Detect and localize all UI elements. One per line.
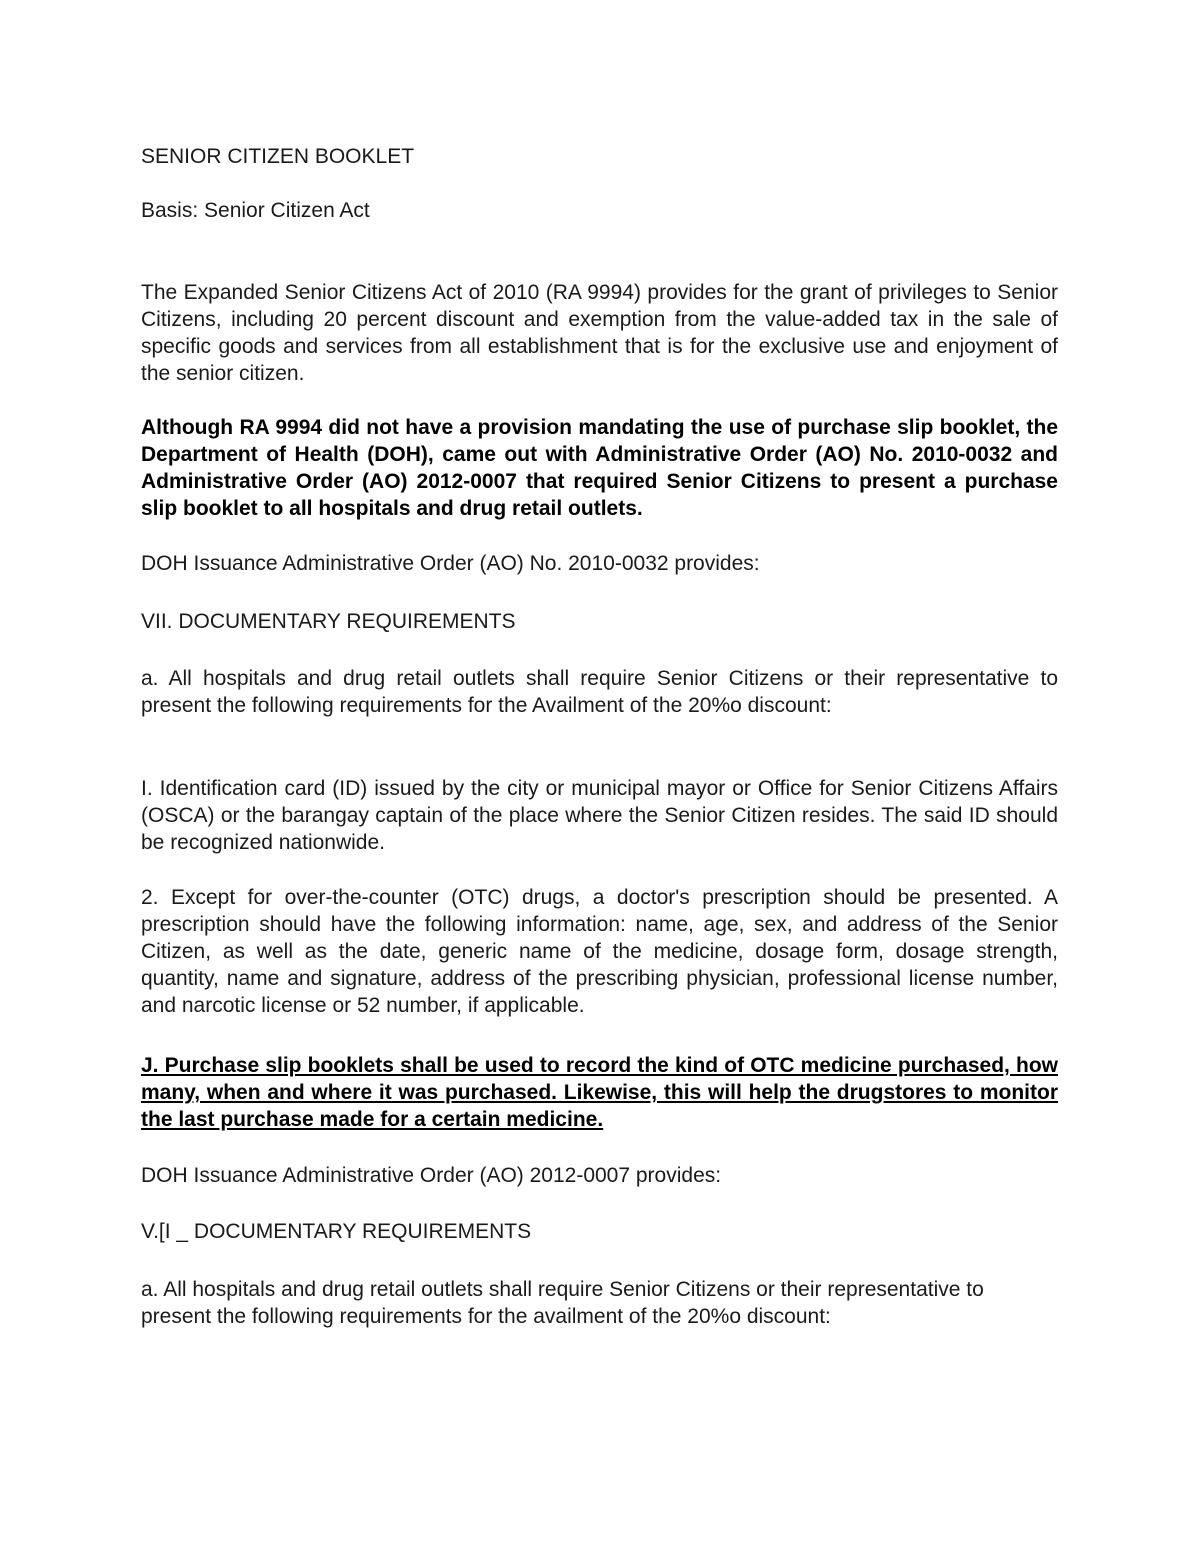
ao-2010-heading: DOH Issuance Administrative Order (AO) No. 2010-0032 provides: (141, 552, 760, 575)
ao-2012-heading: DOH Issuance Administrative Order (AO) 2012-0007 provides: (141, 1164, 722, 1187)
ao-2012-item-a: a. All hospitals and drug retail outlets shall require Senior Citizens or their representative to present the following requirements for the availment of the 20%o discount: (141, 1278, 984, 1328)
ao-2010-item-j: J. Purchase slip booklets shall be used to record the kind of OTC medicine purchased, how many, when and where it was purchased. Likewise, this will help the drugstores to monitor the last purchase made for a certain medicine. (141, 1054, 1058, 1131)
intro-paragraph: The Expanded Senior Citizens Act of 2010 (RA 9994) provides for the grant of privileges to Senior Citizens, including 20 percent discount and exemption from the value-added tax in the sale of specific goods and services from all establishment that is for the exclusive use and enjoyment of the senior citizen. (141, 281, 1058, 385)
ao-2010-item-1: I. Identification card (ID) issued by the city or municipal mayor or Office for Senior Citizens Affairs (OSCA) or the barangay captain of the place where the Senior Citizen resides. The said ID should be recognized nationwide. (141, 777, 1058, 854)
document-title: SENIOR CITIZEN BOOKLET (141, 145, 415, 168)
ao-2012-section-heading: V.[I _ DOCUMENTARY REQUIREMENTS (141, 1220, 532, 1243)
ao-2010-item-2: 2. Except for over-the-counter (OTC) drugs, a doctor's prescription should be presented. A prescription should have the following information: name, age, sex, and address of the Senior Citizen, as well as the date, generic name of the medicine, dosage form, dosage strength, quantity, name and signature, address of the prescribing physician, professional license number, and narcotic license or 52 number, if applicable. (141, 886, 1058, 1017)
ao-2010-item-a: a. All hospitals and drug retail outlets shall require Senior Citizens or their representative to present the following requirements for the Availment of the 20%o discount: (141, 667, 1058, 717)
booklet-requirement-note: Although RA 9994 did not have a provision mandating the use of purchase slip booklet, the Department of Health (DOH), came out with Administrative Order (AO) No. 2010-0032 and Administrative Order (AO) 2012-0007 that required Senior Citizens to present a purchase slip booklet to all hospitals and drug retail outlets. (141, 416, 1058, 520)
ao-2010-section-heading: VII. DOCUMENTARY REQUIREMENTS (141, 610, 516, 633)
basis-line: Basis: Senior Citizen Act (141, 199, 370, 222)
